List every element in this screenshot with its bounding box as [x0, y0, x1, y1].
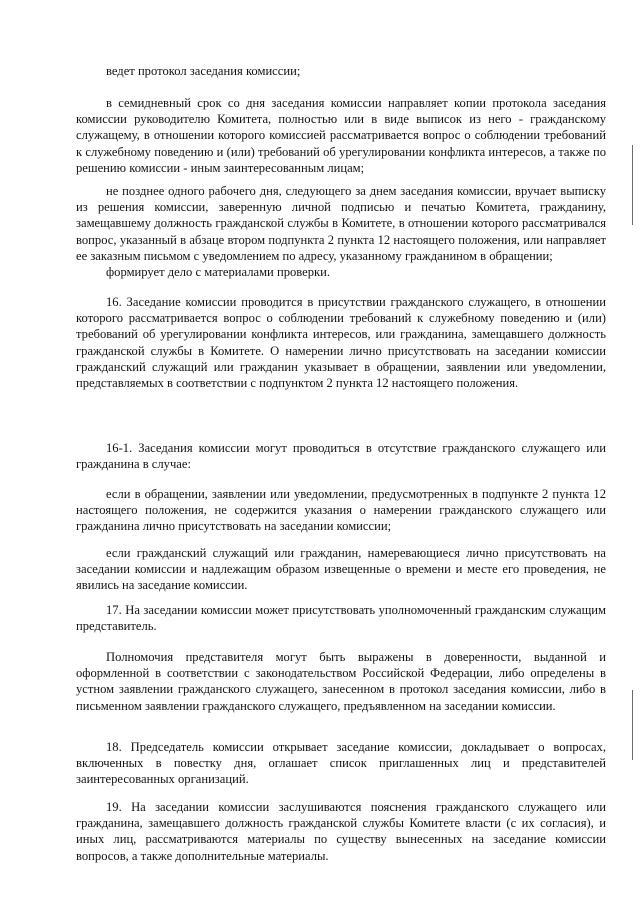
paragraph-7: если в обращении, заявлении или уведомлении, предусмотренных в подпункте 2 пункта 12 настоящего положения, не содержится указания о намерении гражданского служащего или гражданина лично присутствовать на заседании комиссии; [76, 487, 606, 534]
paragraph-1: ведет протокол заседания комиссии; [106, 64, 301, 78]
paragraph-2: в семидневный срок со дня заседания комиссии направляет копии протокола заседания комиссии руководителю Комитета, полностью или в виде выписок из него - гражданскому служащему, в отношении которого комиссией рассматривается вопрос о соблюдении требований к служебному поведению и (или) требований об урегулировании конфликта интересов, а также по решению комиссии - иным заинтересованным лицам; [76, 96, 606, 175]
paragraph-9: 17. На заседании комиссии может присутствовать уполномоченный гражданским служащим представитель. [76, 603, 606, 634]
paragraph-12: 19. На заседании комиссии заслушиваются пояснения гражданского служащего или гражданина, замещавшего должность гражданской службы Комитете власти (с их согласия), и иных лиц, рассматриваются материалы по существу вынесенных на заседание комиссии вопросов, а также дополнительные материалы. [76, 800, 606, 863]
paragraph-6: 16-1. Заседания комиссии могут проводиться в отсутствие гражданского служащего или гражданина в случае: [76, 441, 606, 472]
paragraph-4: формирует дело с материалами проверки. [106, 265, 331, 279]
scan-edge-mark [632, 145, 633, 225]
paragraph-11: 18. Председатель комиссии открывает заседание комиссии, докладывает о вопросах, включенных в повестку дня, оглашает список приглашенных лиц и представителей заинтересованных организаций. [76, 740, 606, 787]
paragraph-8: если гражданский служащий или гражданин, намеревающиеся лично присутствовать на заседании комиссии и надлежащим образом извещенные о времени и месте его проведения, не явились на заседание комиссии. [76, 546, 606, 593]
paragraph-3: не позднее одного рабочего дня, следующего за днем заседания комиссии, вручает выписку из решения комиссии, заверенную личной подписью и печатью Комитета, гражданину, замещавшему должность гражданской службы в Комитете, в отношении которого рассматривался вопрос, указанный в абзаце втором подпункта 2 пункта 12 настоящего положения, или направляет ее заказным письмом с уведомлением по адресу, указанному гражданином в обращении; [76, 184, 606, 263]
scan-edge-mark [632, 690, 633, 760]
paragraph-5: 16. Заседание комиссии проводится в присутствии гражданского служащего, в отношении которого рассматривается вопрос о соблюдении требований к служебному поведению и (или) требований об урегулировании конфликта интересов, или гражданина, замещавшего должность гражданской службы в Комитете. О намерении лично присутствовать на заседании комиссии гражданский служащий или гражданин указывает в обращении, заявлении или уведомлении, представляемых в соответствии с подпунктом 2 пункта 12 настоящего положения. [76, 295, 606, 391]
paragraph-10: Полномочия представителя могут быть выражены в доверенности, выданной и оформленной в соответствии с законодательством Российской Федерации, либо определены в устном заявлении гражданского служащего, занесенном в протокол заседания комиссии, либо в письменном заявлении гражданского служащего, предъявленном на заседании комиссии. [76, 650, 606, 713]
